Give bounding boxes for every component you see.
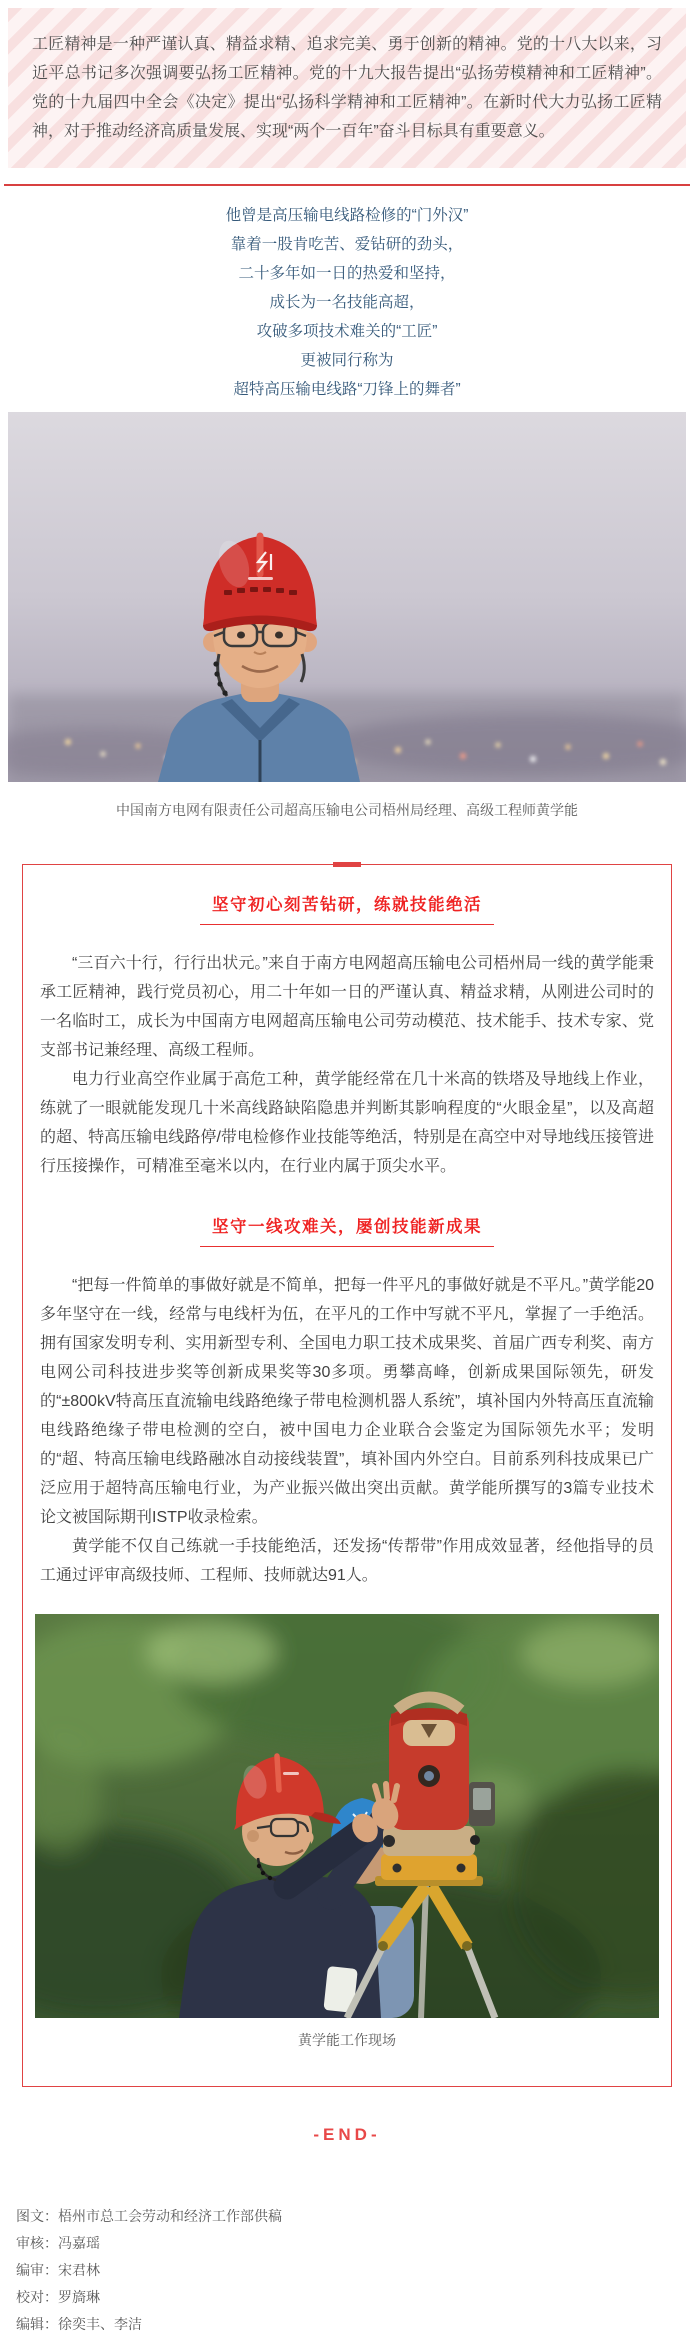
feature-box — [22, 864, 672, 2087]
worksite-figure — [35, 1614, 659, 2050]
section-heading-1 — [35, 891, 659, 925]
worksite-photo — [35, 1614, 659, 2018]
worksite-caption: 黄学能工作现场 — [298, 2032, 396, 2048]
portrait-caption: 中国南方电网有限责任公司超高压输电公司梧州局经理、高级工程师黄学能 — [116, 802, 578, 818]
section-heading-2-text: 坚守一线攻难关，屡创技能新成果 — [200, 1213, 494, 1247]
credit-line: 编审：宋君林 — [16, 2262, 100, 2278]
credit-line: 图文：梧州市总工会劳动和经济工作部供稿 — [16, 2208, 282, 2224]
lede-line: 他曾是高压输电线路检修的“门外汉” — [225, 207, 469, 224]
body-paragraph: 黄学能不仅自己练就一手技能绝活，还发扬“传帮带”作用成效显著，经他指导的员工通过评审高级技师、工程师、技师就达91人。 — [40, 1538, 654, 1584]
intro-block — [8, 8, 686, 168]
lede-line: 二十多年如一日的热爱和坚持， — [238, 265, 456, 282]
portrait-figure — [8, 412, 686, 820]
body-paragraph: 电力行业高空作业属于高危工种，黄学能经常在几十米高的铁塔及导地线上作业，练就了一眼就能发现几十米高线路缺陷隐患并判断其影响程度的“火眼金星”，以及高超的超、特高压输电线路停/带电检修作业技能等绝活，特别是在高空中对导地线压接管进行压接操作，可精准至毫米以内，在行业内属于顶尖水平。 — [40, 1071, 654, 1175]
portrait-photo — [8, 412, 686, 782]
section-heading-1-text: 坚守初心刻苦钻研，练就技能绝活 — [200, 891, 494, 925]
lede-stanza — [8, 201, 686, 404]
end-mark: -END- — [313, 2125, 381, 2144]
section-heading-2 — [35, 1213, 659, 1247]
lede-line: 更被同行称为 — [300, 352, 394, 369]
lede-line: 成长为一名技能高超， — [269, 294, 425, 311]
credit-line: 编辑：徐奕丰、李洁 — [16, 2316, 142, 2332]
intro-text: 工匠精神是一种严谨认真、精益求精、追求完美、勇于创新的精神。党的十八大以来，习近平总书记多次强调要弘扬工匠精神。党的十九大报告提出“弘扬劳模精神和工匠精神”。党的十九届四中全会《决定》提出“弘扬科学精神和工匠精神”。在新时代大力弘扬工匠精神，对于推动经济高质量发展、实现“两个一百年”奋斗目标具有重要意义。 — [32, 36, 662, 140]
credit-line: 审核：冯嘉瑶 — [16, 2235, 100, 2251]
body-paragraph: “三百六十行，行行出状元。”来自于南方电网超高压输电公司梧州局一线的黄学能秉承工匠精神，践行党员初心，用二十年如一日的严谨认真、精益求精，从刚进公司时的一名临时工，成长为中国南方电网超高压输电公司劳动模范、技术能手、技术专家、党支部书记兼经理、高级工程师。 — [40, 955, 654, 1059]
lede-line: 超特高压输电线路“刀锋上的舞者” — [233, 381, 461, 398]
lede-line: 攻破多项技术难关的“工匠” — [256, 323, 438, 340]
body-paragraph: “把每一件简单的事做好就是不简单，把每一件平凡的事做好就是不平凡。”黄学能20多年坚守在一线，经常与电线杆为伍，在平凡的工作中写就不平凡，掌握了一手绝活。拥有国家发明专利、实用新型专利、全国电力职工技术成果奖、首届广西专利奖、南方电网公司科技进步奖等创新成果奖等30多项。勇攀高峰，创新成果国际领先，研发的“±800kV特高压直流输电线路绝缘子带电检测机器人系统”，填补国内外特高压直流输电线路绝缘子带电检测的空白，被中国电力企业联合会鉴定为国际领先水平；发明的“超、特高压输电线路融冰自动接线装置”，填补国内外空白。目前系列科技成果已广泛应用于超特高压输电行业，为产业振兴做出突出贡献。黄学能所撰写的3篇专业技术论文被国际期刊ISTP收录检索。 — [40, 1277, 654, 1526]
box-top-tab — [333, 862, 361, 867]
lede-line: 靠着一股肯吃苦、爱钻研的劲头， — [230, 236, 464, 253]
footer-credits — [8, 2203, 686, 2352]
red-divider — [4, 184, 690, 186]
credit-line: 校对：罗旖琳 — [16, 2289, 100, 2305]
